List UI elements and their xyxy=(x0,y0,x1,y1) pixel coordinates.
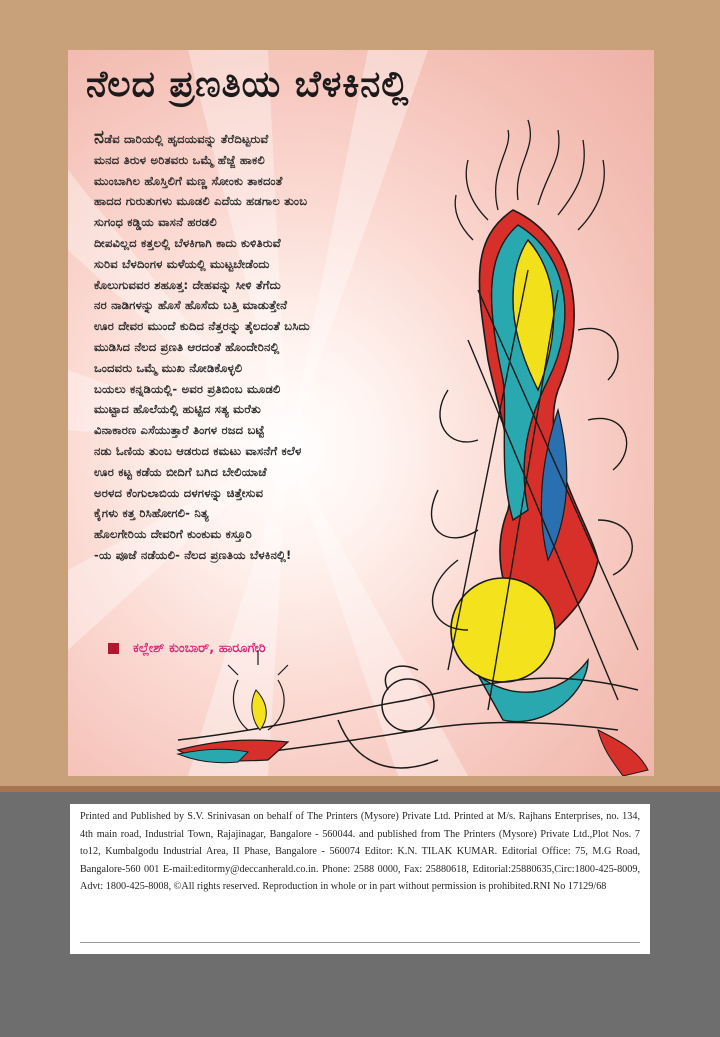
poem-line: ಹಾದದ ಗುರುತುಗಳು ಮೂಡಲಿ ಎದೆಯ ಹಡಗಾಲ ತುಂಬ xyxy=(94,194,308,209)
poem-line: -ಯ ಪೂಜೆ ನಡೆಯಲಿ- ನೆಲದ ಪ್ರಣತಿಯ ಬೆಳಕಿನಲ್ಲಿ! xyxy=(94,547,292,562)
poem-line: ಊರ ದೇವರ ಮುಂದೆ ಕುದಿದ ನೆತ್ತರನ್ನು ತೈಲದಂತೆ ಬಸಿದು xyxy=(94,319,310,334)
poem-line: ಸುಗಂಧ ಕಡ್ಡಿಯ ವಾಸನೆ ಹರಡಲಿ xyxy=(94,215,217,230)
poem-line: ಮುಡಿಸಿದ ನೆಲದ ಪ್ರಣತಿ ಆರದಂತೆ ಹೊಂದೇರಿನಲ್ಲಿ xyxy=(94,339,280,354)
poem-line: ದೀಪವಿಲ್ಲದ ಕತ್ತಲಲ್ಲಿ ಬೆಳಕಿಗಾಗಿ ಕಾದು ಕುಳಿತಿರುವೆ xyxy=(94,235,281,250)
poem-line: ನಡು ಓಣಿಯ ತುಂಬ ಆಡರುದ ಕಮಟು ವಾಸನೆಗೆ ಕಲೆಳ xyxy=(94,443,302,458)
poem-line: ಒಂದವರು ಒಮ್ಮೆ ಮುಖ ನೋಡಿಕೊಳ್ಳಲಿ xyxy=(94,360,243,375)
imprint-rule xyxy=(80,942,640,943)
poem-line: ಊರ ಕಟ್ಟ ಕಡೆಯ ಬೀದಿಗೆ ಬಗಿದ ಬೇಲಿಯಾಚೆ xyxy=(94,464,267,479)
poem-line: ನಡೆವ ದಾರಿಯಲ್ಲಿ ಹೃದಯವನ್ನು ತೆರೆದಿಟ್ಟರುವೆ xyxy=(94,127,269,148)
poem-line: ಮುಂಬಾಗಿಲ ಹೊಸ್ತಿಲಿಗೆ ಮಣ್ಣ ಸೋಂಕು ತಾಕದಂತೆ xyxy=(94,173,283,188)
poem-panel xyxy=(68,50,654,776)
author-name: ಕಲ್ಲೇಶ್ ಕುಂಬಾರ್, ಹಾರೂಗೇರಿ xyxy=(133,641,266,656)
poem-line: ಸುರಿವ ಬೆಳದಿಂಗಳ ಮಳೆಯಲ್ಲಿ ಮುಟ್ಟಬೇಡೆಂದು xyxy=(94,256,270,271)
poem-line: ಹೊಲಗೇರಿಯ ದೇವರಿಗೆ ಕುಂಕುಮ ಕಸ್ತೂರಿ xyxy=(94,527,252,542)
poem-line: ಮನದ ತಿರುಳ ಅರಿತವರು ಒಮ್ಮೆ ಹೆಜ್ಜೆ ಹಾಕಲಿ xyxy=(94,152,265,167)
poem-line: ಬಯಲು ಕನ್ನಡಿಯಲ್ಲಿ- ಅವರ ಪ್ರತಿಬಿಂಬ ಮೂಡಲಿ xyxy=(94,381,281,396)
poem-title: ನೆಲದ ಪ್ರಣತಿಯ ಬೆಳಕಿನಲ್ಲಿ xyxy=(86,64,410,105)
poem-line: ವಿನಾಕಾರಣ ಎಸೆಯುತ್ತಾರೆ ತಿಂಗಳ ರಜದ ಬಟ್ಟೆ xyxy=(94,423,265,438)
poem-line: ಕೈಗಳು ಕತ್ತ ರಿಸಿಹೋಗಲಿ- ನಿತ್ಯ xyxy=(94,506,209,521)
abstract-figure-illustration xyxy=(118,90,654,776)
poem-line: ಮುಟ್ಟಾದ ಹೊಲೆಯಲ್ಲಿ ಹುಟ್ಟಿದ ಸತ್ಯ ಮರೆತು xyxy=(94,402,261,417)
poem-line: ಕೊಲುಗುವವರ ಶಹೂತ್ತ: ದೇಹವನ್ನು ಸೀಳಿ ತೆಗೆದು xyxy=(94,277,281,292)
imprint-box xyxy=(70,804,650,954)
poem-line: ನರ ನಾಡಿಗಳನ್ನು ಹೊಸೆ ಹೊಸೆದು ಬತ್ತಿ ಮಾಡುತ್ತೇನೆ xyxy=(94,298,288,313)
poem-line: ಅರಳದ ಕೆಂಗುಲಾಬಿಯ ದಳಗಳನ್ನು ಚಿತ್ತೇಸುವ xyxy=(94,485,264,500)
imprint-text: Printed and Published by S.V. Srinivasan on behalf of The Printers (Mysore) Private Ltd. Printed at M/s. Rajhans Enterprises, no. 134, 4th main road, Industrial Town, Rajajinagar, Bangalore - 560044. and published from The Printers (Mysore) Private Ltd.,Plot Nos. 7 to12, Kumbalgodu Industrial Area, II Phase, Bangalore - 560074 Editor: K.N. TILAK KUMAR. Editorial Office: 75, M.G Road, Bangalore-560 001 E-mail:editormy@deccanherald.co.in. Phone: 2588 0000, Fax: 25880618, Editorial:25880635,Circ:1800-425-8009, Advt: 1800-425-8008, ©All rights reserved. Reproduction in whole or in part without permission is prohibited.RNI No 17129/68 xyxy=(80,811,640,892)
